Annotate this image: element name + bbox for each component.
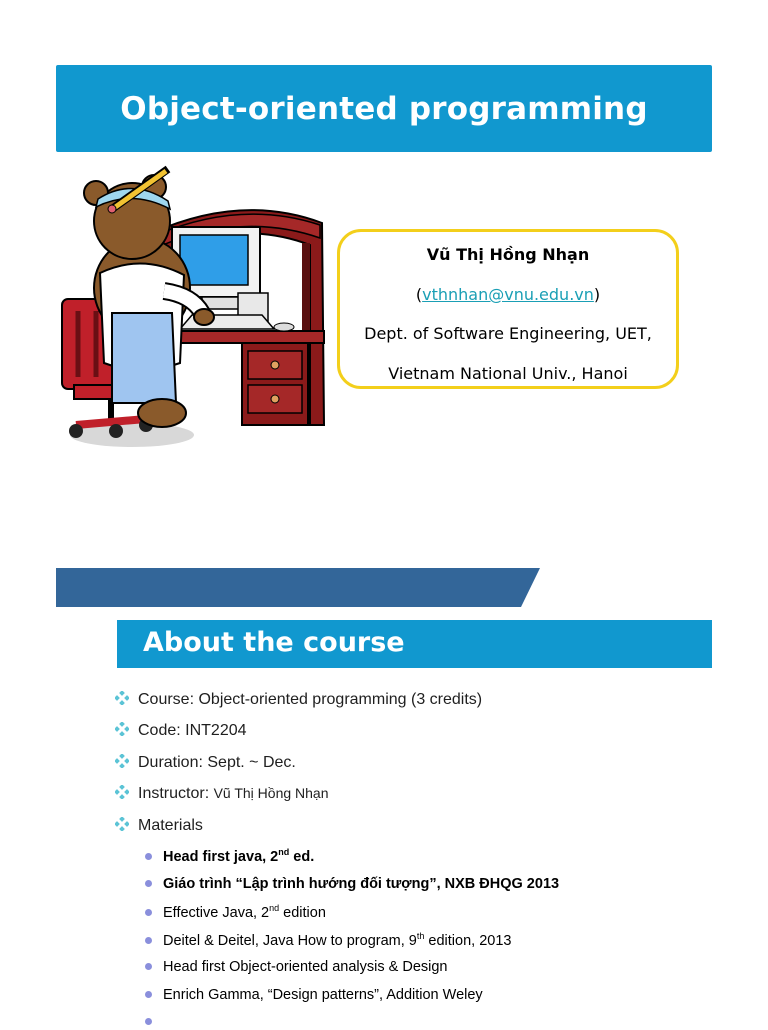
- slide-title-banner: [56, 65, 712, 152]
- slide-divider-shape: [56, 568, 540, 607]
- list-item-instructor: Instructor: Vũ Thị Hồng Nhạn: [115, 784, 329, 803]
- material-item: Head first java, 2nd ed.: [145, 847, 314, 865]
- slide-title: Object-oriented programming: [120, 90, 648, 127]
- instructor-name: Vũ Thị Hồng Nhạn: [213, 785, 329, 801]
- diamond-bullet-icon: [115, 722, 129, 736]
- section-title: About the course: [143, 627, 405, 658]
- material-item: Head first Object-oriented analysis & Design: [145, 959, 448, 975]
- diamond-bullet-icon: [115, 785, 129, 799]
- dot-bullet-icon: [145, 937, 152, 944]
- author-name: Vũ Thị Hồng Nhạn: [426, 245, 590, 264]
- author-info-box: [337, 229, 679, 389]
- list-item-course: Course: Object-oriented programming (3 credits): [115, 690, 482, 709]
- material-item-empty: [145, 1014, 163, 1030]
- author-department: Dept. of Software Engineering, UET,: [364, 324, 652, 343]
- email-close-paren: ): [593, 285, 601, 304]
- diamond-bullet-icon: [115, 691, 129, 705]
- material-item: Enrich Gamma, “Design patterns”, Addition Weley: [145, 987, 483, 1003]
- dot-bullet-icon: [145, 880, 152, 887]
- dot-bullet-icon: [145, 991, 152, 998]
- author-university: Vietnam National Univ., Hanoi: [388, 364, 628, 383]
- bear-at-computer-illustration: [52, 163, 334, 453]
- dot-bullet-icon: [145, 963, 152, 970]
- list-item-materials: Materials: [115, 816, 203, 835]
- section-title-banner: [117, 620, 712, 668]
- material-item: Effective Java, 2nd edition: [145, 903, 326, 921]
- diamond-bullet-icon: [115, 754, 129, 768]
- material-item: Deitel & Deitel, Java How to program, 9th edition, 2013: [145, 931, 511, 949]
- dot-bullet-icon: [145, 909, 152, 916]
- author-email-link[interactable]: vthnhan@vnu.edu.vn: [422, 285, 594, 304]
- diamond-bullet-icon: [115, 817, 129, 831]
- list-item-duration: Duration: Sept. ~ Dec.: [115, 753, 296, 772]
- email-open-paren: (: [415, 285, 423, 304]
- material-item: Giáo trình “Lập trình hướng đối tượng”, NXB ĐHQG 2013: [145, 876, 559, 892]
- author-email-line: [340, 285, 676, 304]
- dot-bullet-icon: [145, 853, 152, 860]
- list-item-code: Code: INT2204: [115, 721, 247, 740]
